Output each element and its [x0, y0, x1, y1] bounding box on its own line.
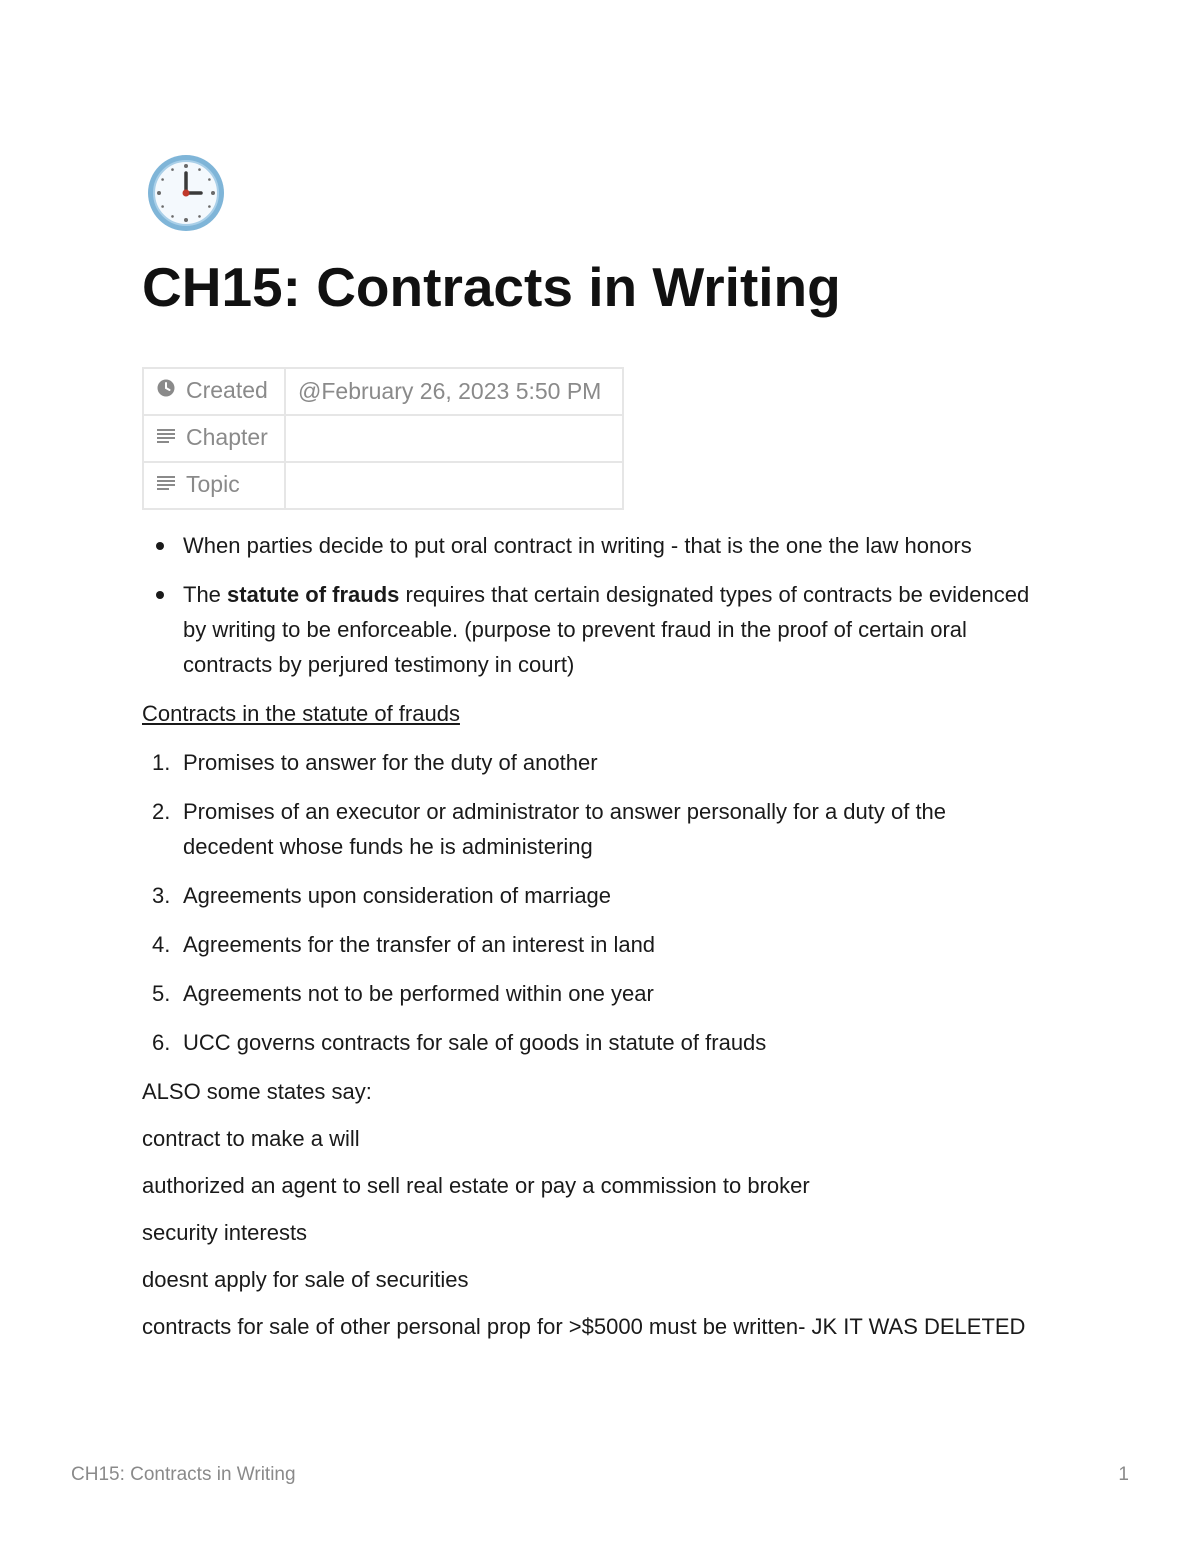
- property-value-created[interactable]: @February 26, 2023 5:50 PM: [285, 368, 623, 415]
- property-label: Created: [186, 377, 268, 404]
- bullet-text-rest: requires that certain designated types of contracts be evidenced by writing to be enforceable. (purpose to prevent fraud in the proof of certain oral contracts by perjured testimony in court): [183, 582, 1030, 677]
- paragraph: contracts for sale of other personal prop for >$5000 must be written- JK IT WAS DELETED: [142, 1314, 1026, 1339]
- property-row-created: [143, 368, 623, 415]
- bullet-text-lead: The: [183, 582, 228, 607]
- list-item: [142, 745, 1042, 780]
- page-clock-icon: [146, 153, 226, 233]
- list-text: Promises of an executor or administrator to answer personally for a duty of the decedent whose funds he is administering: [183, 799, 947, 859]
- paragraph: contract to make a will: [142, 1126, 360, 1151]
- paragraph: authorized an agent to sell real estate or pay a commission to broker: [142, 1173, 810, 1198]
- page-body: [142, 528, 1042, 1356]
- list-number: 5.: [152, 981, 171, 1006]
- footer-page-number: 1: [1118, 1464, 1129, 1485]
- list-text: Promises to answer for the duty of another: [183, 750, 598, 775]
- text-lines-icon: [156, 424, 176, 451]
- list-text: UCC governs contracts for sale of goods in statute of frauds: [183, 1030, 767, 1055]
- list-text: Agreements upon consideration of marriage: [183, 883, 612, 908]
- list-item: [142, 976, 1042, 1011]
- property-value-chapter[interactable]: [285, 415, 623, 462]
- property-row-topic: [143, 462, 623, 509]
- text-lines-icon: [156, 471, 176, 498]
- list-item: [142, 528, 1042, 563]
- bulleted-list: [142, 528, 1042, 682]
- list-item: [142, 577, 1042, 682]
- properties-table: [142, 367, 624, 510]
- list-number: 3.: [152, 883, 171, 908]
- list-number: 2.: [152, 799, 171, 824]
- property-label: Chapter: [186, 424, 268, 451]
- list-item: [142, 927, 1042, 962]
- paragraph: security interests: [142, 1220, 308, 1245]
- list-number: 1.: [152, 750, 171, 775]
- bullet-icon: [156, 591, 164, 599]
- section-heading: Contracts in the statute of frauds: [142, 701, 460, 726]
- bullet-icon: [156, 542, 164, 550]
- numbered-list: [142, 745, 1042, 1060]
- clock-icon: [156, 377, 176, 404]
- list-number: 6.: [152, 1030, 171, 1055]
- page-title: CH15: Contracts in Writing: [142, 256, 841, 318]
- property-key-topic[interactable]: [143, 462, 285, 509]
- bullet-text: When parties decide to put oral contract in writing - that is the one the law honors: [183, 533, 972, 558]
- list-item: [142, 1025, 1042, 1060]
- list-item: [142, 794, 1042, 864]
- list-text: Agreements for the transfer of an interest in land: [183, 932, 656, 957]
- list-text: Agreements not to be performed within one year: [183, 981, 654, 1006]
- list-item: [142, 878, 1042, 913]
- list-number: 4.: [152, 932, 171, 957]
- paragraph: ALSO some states say:: [142, 1079, 372, 1104]
- property-label: Topic: [186, 471, 240, 498]
- paragraph: doesnt apply for sale of securities: [142, 1267, 469, 1292]
- footer-title: CH15: Contracts in Writing: [71, 1464, 296, 1485]
- property-row-chapter: [143, 415, 623, 462]
- property-key-created[interactable]: [143, 368, 285, 415]
- property-value-topic[interactable]: [285, 462, 623, 509]
- property-key-chapter[interactable]: [143, 415, 285, 462]
- bold-term: statute of frauds: [227, 582, 400, 607]
